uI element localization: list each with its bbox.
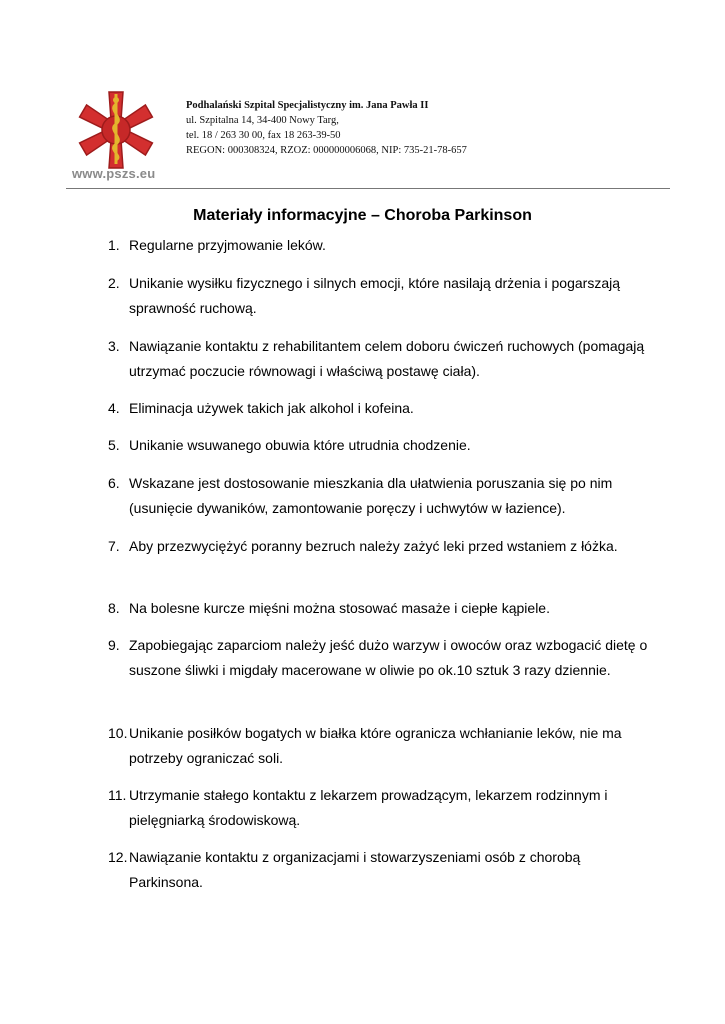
- list-item-number: 8.: [108, 600, 120, 616]
- list-item-text: Unikanie posiłków bogatych w białka które ogranicza wchłanianie leków, nie ma potrzeby ograniczać soli.: [129, 725, 622, 766]
- cross-emblem-icon: [66, 90, 166, 170]
- logo-url-text: www.pszs.eu: [72, 166, 156, 181]
- hospital-registry: REGON: 000308324, RZOZ: 000000006068, NIP: 735-21-78-657: [186, 145, 467, 156]
- list-item-text: Unikanie wysiłku fizycznego i silnych emocji, które nasilają drżenia i pogarszają sprawność ruchową.: [129, 275, 620, 316]
- list-item-text: Nawiązanie kontaktu z organizacjami i stowarzyszeniami osób z chorobą Parkinsona.: [129, 849, 581, 890]
- list-item: [108, 534, 648, 559]
- list-item-text: Utrzymanie stałego kontaktu z lekarzem prowadzącym, lekarzem rodzinnym i pielęgniarką środowiskową.: [129, 787, 608, 828]
- list-item: [108, 271, 648, 321]
- hospital-phone: tel. 18 / 263 30 00, fax 18 263-39-50: [186, 130, 341, 141]
- list-item: [108, 596, 648, 621]
- hospital-logo: [66, 90, 166, 188]
- list-item-number: 1.: [108, 237, 120, 253]
- page-title: Materiały informacyjne – Choroba Parkinson: [193, 207, 532, 224]
- list-item-number: 11.: [108, 787, 127, 803]
- hospital-header: [186, 98, 467, 158]
- list-item-text: Nawiązanie kontaktu z rehabilitantem celem doboru ćwiczeń ruchowych (pomagają utrzymać poczucie równowagi i właściwą postawę ciała).: [129, 338, 645, 379]
- hospital-address: ul. Szpitalna 14, 34-400 Nowy Targ,: [186, 115, 339, 126]
- list-item-text: Regularne przyjmowanie leków.: [129, 237, 326, 253]
- list-item: [108, 334, 648, 384]
- list-item: [108, 396, 648, 421]
- list-item-text: Zapobiegając zaparciom należy jeść dużo warzyw i owoców oraz wzbogacić dietę o suszone śliwki i migdały macerowane w oliwie po ok.10 sztuk 3 razy dziennie.: [129, 637, 648, 678]
- list-item-number: 9.: [108, 637, 120, 653]
- list-item-text: Wskazane jest dostosowanie mieszkania dla ułatwienia poruszania się po nim (usunięcie dywaników, zamontowanie poręczy i uchwytów w łazience).: [129, 475, 613, 516]
- list-item-number: 4.: [108, 400, 120, 416]
- list-item-text: Eliminacja używek takich jak alkohol i kofeina.: [129, 400, 414, 416]
- list-item: [108, 783, 648, 833]
- list-item-text: Unikanie wsuwanego obuwia które utrudnia chodzenie.: [129, 437, 471, 453]
- list-item: [108, 233, 648, 258]
- list-item-number: 3.: [108, 338, 120, 354]
- header-divider: [66, 188, 670, 189]
- list-item-number: 10.: [108, 725, 128, 741]
- list-item: [108, 433, 648, 458]
- list-item: [108, 721, 648, 771]
- list-item-text: Na bolesne kurcze mięśni można stosować masaże i ciepłe kąpiele.: [129, 600, 550, 616]
- list-item-number: 5.: [108, 437, 120, 453]
- list-item-number: 12.: [108, 849, 128, 865]
- list-item-number: 6.: [108, 475, 120, 491]
- list-item: [108, 471, 648, 521]
- list-item-text: Aby przezwyciężyć poranny bezruch należy zażyć leki przed wstaniem z łóżka.: [129, 538, 618, 554]
- list-item-number: 2.: [108, 275, 120, 291]
- hospital-name: Podhalański Szpital Specjalistyczny im. Jana Pawła II: [186, 100, 429, 111]
- list-item: [108, 845, 648, 895]
- list-item-number: 7.: [108, 538, 120, 554]
- list-item: [108, 633, 648, 683]
